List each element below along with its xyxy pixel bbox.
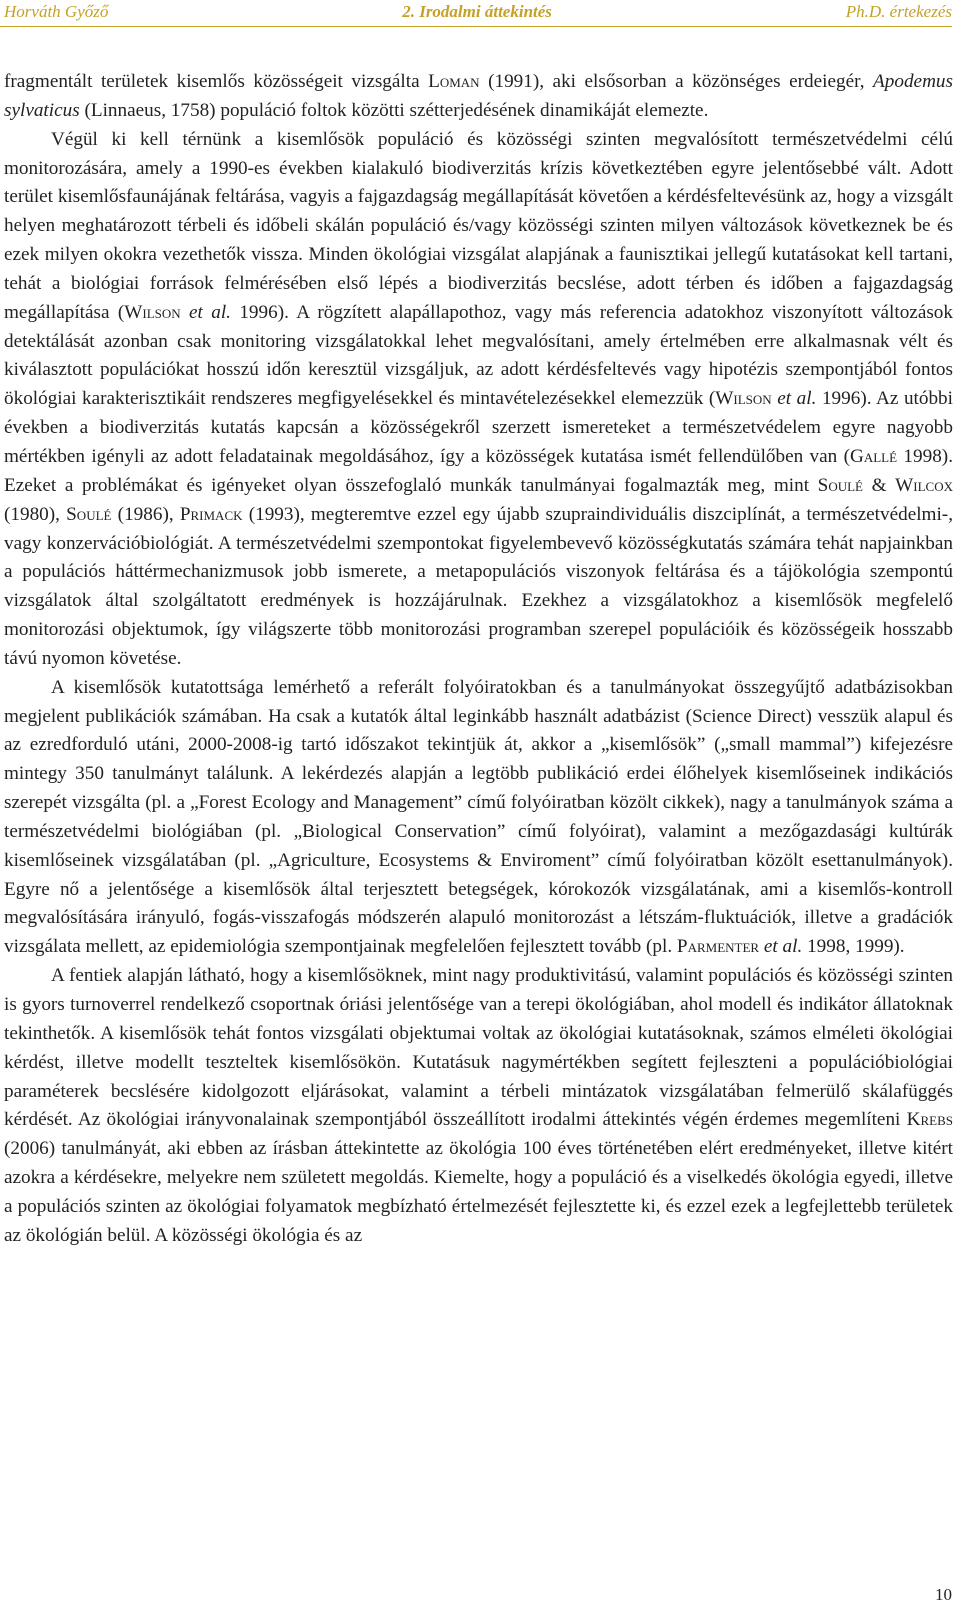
paragraph-1 xyxy=(4,68,953,126)
text-run: (Linnaeus, 1758) populáció foltok közötti szétterjedésének dinamikáját elemezte. xyxy=(79,99,709,121)
text-run: (1986), xyxy=(111,503,180,525)
author-name: Parmenter xyxy=(676,936,760,958)
text-run: 1998). Ezeket a problémákat és igényeket olyan összefoglaló munkák tanulmányai fogalmazták meg, mint xyxy=(4,445,953,496)
page-number: 10 xyxy=(935,1585,952,1604)
text-run: A kisemlősök kutatottsága lemérhető a referált folyóiratokban és a tanulmányokat összegyűjtő adatbázisokban megjelent publikációk számában. Ha csak a kutatók által leginkább használt adatbázist (Science Direct) vesszük alapul és az ezredforduló utáni, 2000-2008-ig tartó időszakot tekintjük át, akkor a „kisemlősök” („small mammal”) kifejezésre mintegy 350 tanulmányt találunk. A lekérdezés alapján a legtöbb publikáció erdei élőhelyek kisemlőseinek indikációs szerepét vizsgálta (pl. a „Forest Ecology and Management” című folyóiratban közölt cikkek), nagy a tanulmányok száma a természetvédelmi biológiában (pl. „Biological Conservation” című folyóirat), valamint a mezőgazdasági kultúrák kisemlőseinek vizsgálatában (pl. „Agriculture, Ecosystems & Enviroment” című folyóiratban közölt esettanulmányok). Egyre nő a jelentősége a kisemlősök által terjesztett betegségek, kórokozók vizsgálatának, ami a kisemlős-kontroll megvalósítására irányuló, fogás-visszafogás módszerén alapuló monitorozást a létszám-fluktuációk, illetve a gradációk vizsgálata mellett, az epidemiológia szempontjainak megfelelően fejlesztett tovább (pl. xyxy=(4,676,953,958)
paragraph-3 xyxy=(4,674,953,962)
text-run: (2006) tanulmányát, aki ebben az írásban áttekintette az ökológia 100 éves történetében elért eredményeket, illetve kitért azokra a kérdésekre, melyekre nem született megoldás. Kiemelte, hogy a populáció és a viselkedés ökológia egyedi, illetve a populációs szinten az ökológiai folyamatok megbízható értelmezését fejlesztette ki, és ezzel ezek a legfejlettebb területek az ökológián belül. A közösségi ökológia és az xyxy=(4,1138,953,1246)
header-doc-type: Ph.D. értekezés xyxy=(845,2,952,21)
author-name: Primack xyxy=(179,503,243,525)
author-name: Wilson xyxy=(715,388,772,410)
author-name: Loman xyxy=(428,71,480,92)
header-chapter: 2. Irodalmi áttekintés xyxy=(402,2,552,21)
text-run: 1996). A rögzített alapállapothoz, vagy más referencia adatokhoz viszonyított változások detektálását azonban csak monitoring vizsgálatokkal lehet megvalósítani, amely értelmében erre alkalmasnak vélt és kiválasztott populációkat hosszú időn keresztül vizsgáljuk, az adott kérdésfeltevés vagy hipotézis szempontjából fontos ökológiai karakterisztikáit rendszeres megfigyelésekkel és mintavételezésekkel elemezzük ( xyxy=(4,301,953,410)
header-rule xyxy=(0,26,952,27)
author-name: Soulé xyxy=(817,474,863,496)
body-text xyxy=(4,68,953,1251)
paragraph-2 xyxy=(4,126,953,674)
text-run: & xyxy=(863,474,896,496)
et-al: et al. xyxy=(180,301,231,323)
et-al: et al. xyxy=(771,388,817,410)
author-name: Wilson xyxy=(124,301,181,323)
text-run: (1993), megteremtve ezzel egy újabb szupraindividuális diszciplínát, a természetvédelmi-, vagy konzervációbiológiát. A természetvédelmi szempontokat figyelembevevő közösségkutatás számára tehát napjainkban a populációs háttérmechanizmusok jobb ismerete, a metapopulációs viszonyok feltárása és a tájökológia szempontú vizsgálatok által szolgáltatott eredmények is hozzájárulnak. Ezekhez a vizsgálatokhoz a kisemlősök megfelelő monitorozási objektumok, így világszerte több monitorozási programban szerepel populációik és közösségeik hosszabb távú nyomon követése. xyxy=(4,503,953,669)
text-run: fragmentált területek kisemlős közösségeit vizsgálta xyxy=(4,71,429,92)
text-run: (1991), aki elsősorban a közönséges erdeiegér, xyxy=(479,71,874,92)
species-name: Apodemus sylvaticus xyxy=(4,71,953,121)
author-name: Soulé xyxy=(66,503,112,525)
text-run: 1998, 1999). xyxy=(802,936,905,958)
author-name: Gallé xyxy=(850,445,898,467)
text-run: Végül ki kell térnünk a kisemlősök populáció és közösségi szinten megvalósított természetvédelmi célú monitorozására, amely a 1990-es években kialakuló biodiverzitás krízis következtében egyre jelentősebbé vált. Adott terület kisemlősfaunájának feltárása, vagyis a fajgazdagság megállapítását követően a kérdésfeltevésünk az, hogy a vizsgált helyen meghatározott térbeli és időbeli skálán populáció és/vagy közösségi szinten milyen változások következnek be és ezek milyen okokra vezethetők vissza. Minden ökológiai vizsgálat alapjának a faunisztikai jellegű kutatásokat kell tartani, tehát a biológiai források felmérésében első lépés a biodiverzitás becslése, adott térben és időben a fajgazdagság megállapítása ( xyxy=(4,128,953,323)
paragraph-4 xyxy=(4,962,953,1250)
text-run: (1980), xyxy=(4,503,67,525)
author-name: Wilcox xyxy=(895,474,953,496)
running-header xyxy=(4,0,952,24)
text-run: 1996). Az utóbbi években a biodiverzitás kutatás kapcsán a közösségekről szerzett ismereteket a természetvédelem egyre nagyobb mértékben igényli az adott feladatainak megoldásához, így a közösségek kutatása ismét fellendülőben van ( xyxy=(4,388,953,467)
author-name: Krebs xyxy=(906,1109,953,1131)
text-run: A fentiek alapján látható, hogy a kisemlősöknek, mint nagy produktivitású, valamint populációs és közösségi szinten is gyors turnoverrel rendelkező csoportnak óriási jelentősége van a terepi ökológiában, ahol modell és indikátor állatoknak tekinthetők. A kisemlősök tehát fontos vizsgálati objektumai voltak az ökológiai kutatásoknak, számos elméleti ökológiai kérdést, illetve modellt teszteltek kisemlősökön. Kutatásuk nagymértékben segített fejleszteni a populációbiológiai paraméterek becslésére kidolgozott eljárásokat, valamint a térbeli mintázatok vizsgálatában felmerülő skálafüggés kérdését. Az ökológiai irányvonalainak szempontjából összeállított irodalmi áttekintés végén érdemes megemlíteni xyxy=(4,965,953,1131)
et-al: et al. xyxy=(759,936,803,958)
header-author: Horváth Győző xyxy=(4,2,109,21)
